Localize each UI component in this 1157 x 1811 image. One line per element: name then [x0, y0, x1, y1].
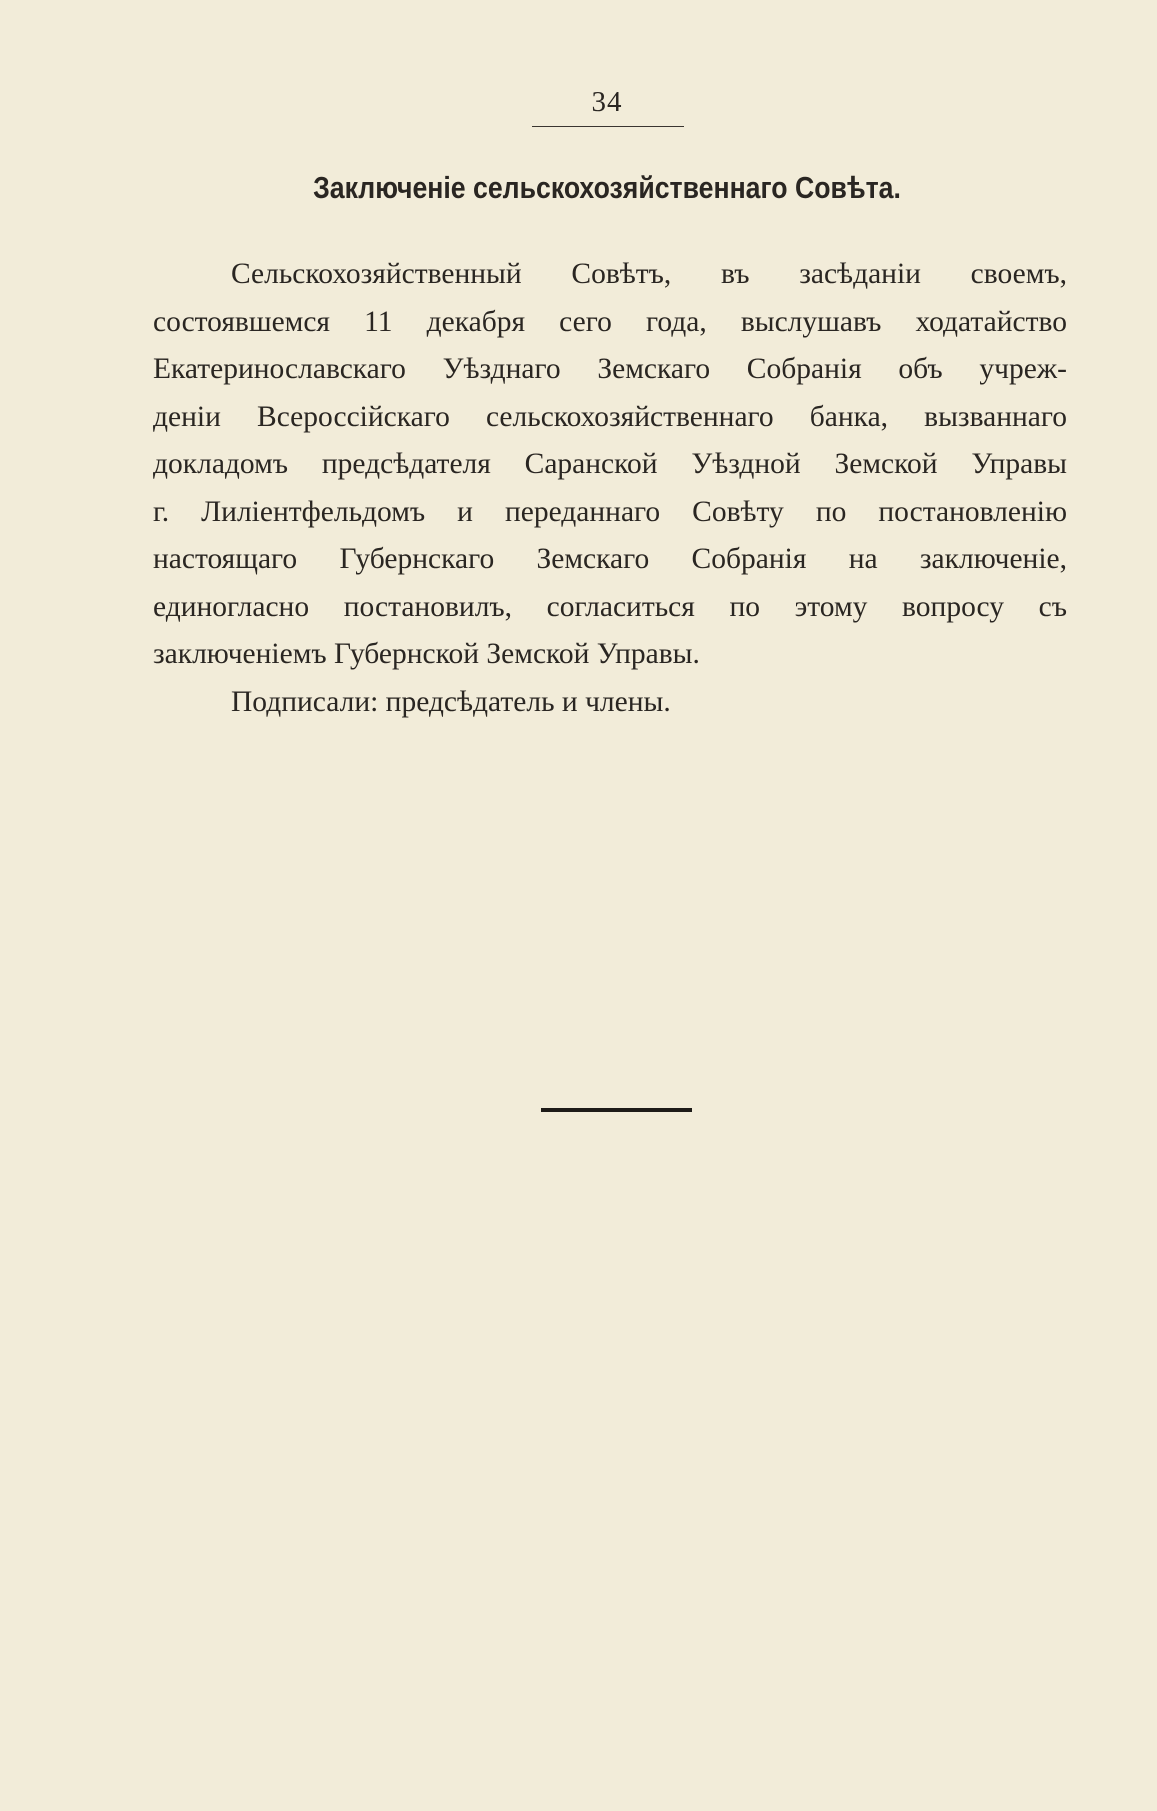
- paragraph-line: заключеніемъ Губернской Земской Управы.: [153, 638, 700, 670]
- paragraph-line: деніи Всероссійскаго сельскохозяйственнаго банка, вызваннаго: [153, 400, 1067, 433]
- signature-line: Подписали: предсѣдатель и члены.: [231, 686, 671, 718]
- paragraph-line: состоявшемся 11 декабря сего года, выслушавъ ходатайство: [153, 305, 1067, 338]
- paragraph-line: Екатеринославскаго Уѣзднаго Земскаго Собранія объ учреж-: [153, 353, 1067, 385]
- paragraph-line: единогласно постановилъ, согласиться по этому вопросу съ: [153, 590, 1067, 623]
- end-rule: [541, 1108, 692, 1112]
- page-number: 34: [591, 86, 623, 118]
- section-heading: Заключеніе сельскохозяйственнаго Совѣта.: [313, 170, 901, 205]
- paragraph-line: настоящаго Губернскаго Земскаго Собранія на заключеніе,: [153, 543, 1067, 575]
- paragraph-line: Сельскохозяйственный Совѣтъ, въ засѣданіи своемъ,: [231, 258, 1067, 290]
- body-paragraph: [153, 251, 1067, 679]
- paragraph-line: докладомъ предсѣдателя Саранской Уѣздной Земской Управы: [153, 448, 1067, 480]
- page-number-rule: [532, 126, 684, 127]
- paragraph-line: г. Лиліентфельдомъ и переданнаго Совѣту по постановленію: [153, 495, 1067, 528]
